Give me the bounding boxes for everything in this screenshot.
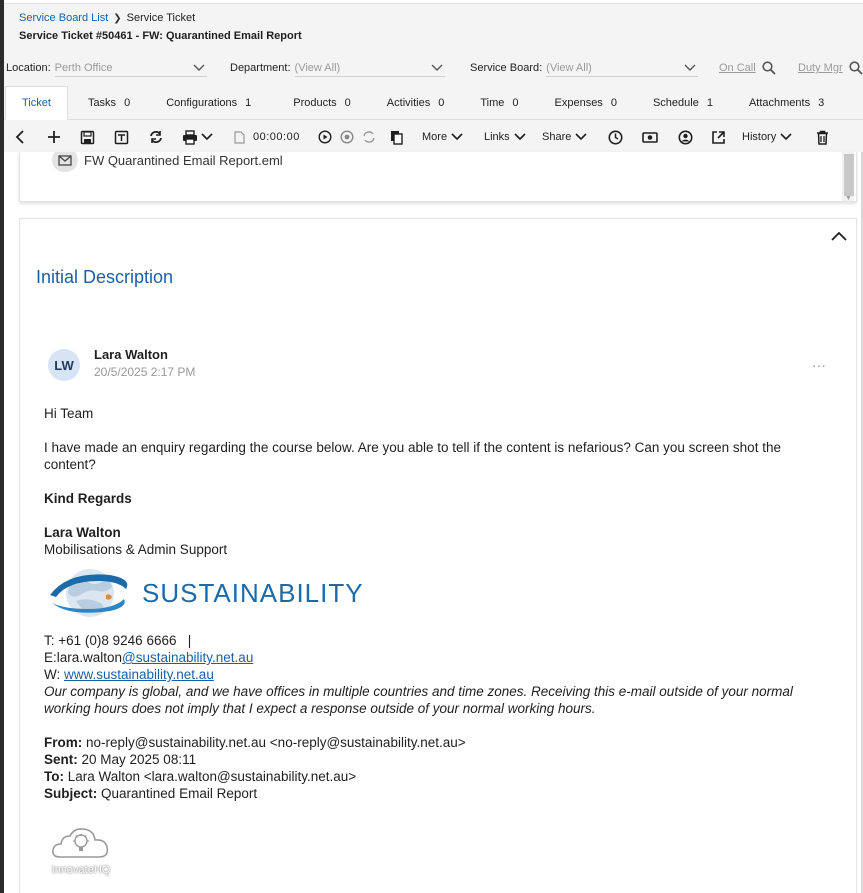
copy-icon (390, 130, 403, 145)
delete-button[interactable] (816, 128, 829, 146)
chevron-down-icon (451, 133, 463, 141)
open-external-button[interactable] (711, 128, 726, 146)
globe-logo-icon (48, 567, 130, 619)
money-icon (642, 131, 658, 144)
tab-count: 0 (438, 96, 445, 109)
author-date: 20/5/2025 2:17 PM (94, 365, 196, 379)
on-call-link[interactable]: On Call (719, 62, 756, 74)
signature-web (44, 666, 824, 683)
more-menu[interactable] (422, 128, 463, 146)
signature-name: Lara Walton (44, 525, 121, 540)
email-prefix: E:lara.walton (44, 650, 123, 665)
reset-icon (362, 130, 376, 144)
trash-icon (816, 130, 829, 145)
location-filter (6, 58, 207, 78)
timer-start-button[interactable] (318, 128, 332, 146)
service-board-filter (470, 58, 698, 78)
tab-label: Products (293, 96, 337, 109)
print-button[interactable] (182, 128, 213, 146)
email-file-icon (52, 152, 78, 172)
section-title: Initial Description (36, 267, 174, 287)
attachments-panel (19, 152, 857, 202)
print-icon (182, 130, 198, 145)
innovatehq-logo (46, 823, 116, 876)
tab-label: Schedule (652, 96, 699, 109)
search-icon[interactable] (849, 61, 863, 75)
timer-reset-button[interactable] (362, 128, 376, 146)
history-label: History (742, 131, 777, 143)
message: I have made an enquiry regarding the course below. Are you able to tell if the content is nefarious? Can you screen shot the content? (44, 440, 781, 472)
document-icon (234, 131, 245, 144)
add-button[interactable] (47, 128, 61, 146)
save-button[interactable] (80, 128, 95, 146)
tab-tasks[interactable] (88, 86, 130, 119)
tab-count: 3 (818, 96, 825, 109)
forward-sent (44, 751, 824, 768)
chevron-down-icon (514, 133, 526, 141)
tab-schedule[interactable] (653, 86, 713, 119)
sent-value: 20 May 2025 08:11 (77, 752, 197, 767)
more-label: More (422, 131, 448, 143)
location-select[interactable] (55, 59, 207, 77)
sent-label: Sent: (44, 752, 78, 767)
department-select[interactable] (295, 59, 445, 77)
on-call-filter (719, 58, 776, 78)
tab-count: 0 (344, 96, 351, 109)
tab-label: Ticket (22, 97, 51, 109)
tab-activities[interactable] (387, 86, 445, 119)
copy-button[interactable] (390, 128, 403, 146)
user-circle-icon (678, 130, 693, 145)
author-name: Lara Walton (94, 347, 168, 362)
timer-stop-button[interactable] (340, 128, 354, 146)
save-close-icon (114, 130, 129, 145)
forward-subject (44, 785, 824, 802)
innovatehq-label: InnovateHQ (51, 864, 111, 876)
duty-mgr-link[interactable]: Duty Mgr (798, 62, 843, 74)
timer-value: 00:00:00 (253, 131, 300, 143)
subject-label: Subject: (44, 786, 98, 801)
plus-icon (47, 130, 61, 144)
forward-to (44, 768, 824, 785)
signoff: Kind Regards (44, 491, 132, 506)
save-icon (80, 130, 95, 145)
tab-products[interactable] (293, 86, 351, 119)
greeting: Hi Team (44, 406, 94, 421)
contact-button[interactable] (678, 128, 693, 146)
top-bar (4, 0, 863, 4)
signature-role: Mobilisations & Admin Support (44, 542, 228, 557)
department-value: (View All) (294, 61, 341, 74)
save-and-close-button[interactable] (114, 128, 129, 146)
billing-button[interactable] (642, 128, 658, 146)
tab-time[interactable] (480, 86, 518, 119)
to-value: Lara Walton <lara.walton@sustainability.net.au> (64, 769, 357, 784)
tab-bar (4, 86, 863, 120)
email-link[interactable]: @sustainability.net.au (122, 650, 254, 665)
share-label: Share (542, 131, 572, 143)
stop-icon (340, 130, 354, 144)
breadcrumb-current: Service Ticket (126, 12, 196, 24)
logo-text: SUSTAINABILITY (142, 577, 364, 608)
tab-count: 0 (610, 96, 617, 109)
chevron-down-icon (201, 133, 213, 141)
tab-count: 1 (706, 96, 713, 109)
tab-label: Activities (386, 96, 431, 109)
refresh-button[interactable] (148, 128, 164, 146)
service-board-label: Service Board: (470, 62, 543, 74)
history-menu[interactable] (742, 128, 792, 146)
tab-expenses[interactable] (555, 86, 617, 119)
location-value: Perth Office (54, 61, 113, 74)
author-block (48, 347, 195, 381)
disclaimer: Our company is global, and we have offices in multiple countries and time zones. Receiving this e-mail outside of your normal working hours does not imply that I expect a response outside of your normal working hours. (44, 684, 793, 716)
tab-configurations[interactable] (166, 86, 251, 119)
share-menu[interactable] (542, 128, 587, 146)
chevron-down-icon (575, 133, 587, 141)
scroll-down-icon[interactable]: ▼ (845, 195, 852, 202)
clock-button[interactable] (608, 128, 623, 146)
service-board-select[interactable] (546, 59, 698, 77)
subject-value: Quarantined Email Report (97, 786, 258, 801)
cloud-bulb-logo-icon (50, 823, 112, 863)
department-filter (230, 58, 445, 78)
clock-icon (608, 130, 623, 145)
chevron-down-icon (684, 64, 696, 72)
tab-label: Configurations (166, 96, 238, 109)
department-label: Department: (230, 62, 291, 74)
scrollbar-thumb[interactable] (844, 154, 854, 196)
chevron-up-icon[interactable] (830, 229, 848, 243)
external-link-icon (711, 130, 726, 145)
ticket-toolbar (4, 122, 863, 152)
attachment-item[interactable] (52, 152, 283, 172)
tab-label: Expenses (554, 96, 603, 109)
more-options-icon[interactable]: ··· (812, 357, 826, 373)
from-label: From: (44, 735, 83, 750)
signature-phone: T: +61 (0)8 9246 6666 | (44, 633, 192, 648)
links-menu[interactable] (484, 128, 526, 146)
tab-ticket[interactable] (5, 86, 68, 120)
breadcrumb-service-board-list[interactable]: Service Board List (19, 12, 109, 24)
breadcrumb (19, 12, 195, 24)
timer-notes-icon-wrap (234, 128, 245, 146)
signature-email (44, 649, 824, 666)
ticket-header (4, 0, 863, 152)
refresh-icon (148, 130, 164, 144)
scrollbar[interactable] (842, 152, 854, 202)
page-title: Service Ticket #50461 - FW: Quarantined Email Report (19, 30, 302, 42)
forward-from (44, 734, 824, 751)
tab-label: Tasks (87, 96, 117, 109)
links-label: Links (484, 131, 510, 143)
chevron-down-icon (193, 64, 205, 72)
tab-count: 1 (245, 96, 252, 109)
filter-bar (4, 58, 863, 78)
tab-count: 0 (512, 96, 519, 109)
from-value: no-reply@sustainability.net.au <no-reply@sustainability.net.au> (82, 735, 466, 750)
attachment-filename: FW Quarantined Email Report.eml (84, 152, 283, 168)
to-label: To: (44, 769, 64, 784)
arrow-left-icon (14, 130, 26, 144)
chevron-right-icon: ❯ (113, 13, 122, 24)
chevron-down-icon (780, 133, 792, 141)
tab-label: Time (480, 96, 505, 109)
company-logo (48, 567, 364, 619)
tab-count: 0 (124, 96, 131, 109)
tab-attachments[interactable] (749, 86, 824, 119)
location-label: Location: (6, 62, 51, 74)
web-link[interactable]: www.sustainability.net.au (64, 667, 214, 682)
chevron-down-icon (431, 64, 443, 72)
service-board-value: (View All) (546, 61, 592, 74)
play-icon (318, 130, 332, 144)
web-prefix: W: (44, 667, 64, 682)
back-button[interactable] (14, 128, 26, 146)
search-icon[interactable] (762, 61, 776, 75)
duty-mgr-filter (798, 58, 863, 78)
tab-label: Attachments (748, 96, 811, 109)
timer-display (253, 128, 300, 146)
initial-description-panel (19, 218, 857, 893)
avatar: LW (48, 349, 80, 381)
